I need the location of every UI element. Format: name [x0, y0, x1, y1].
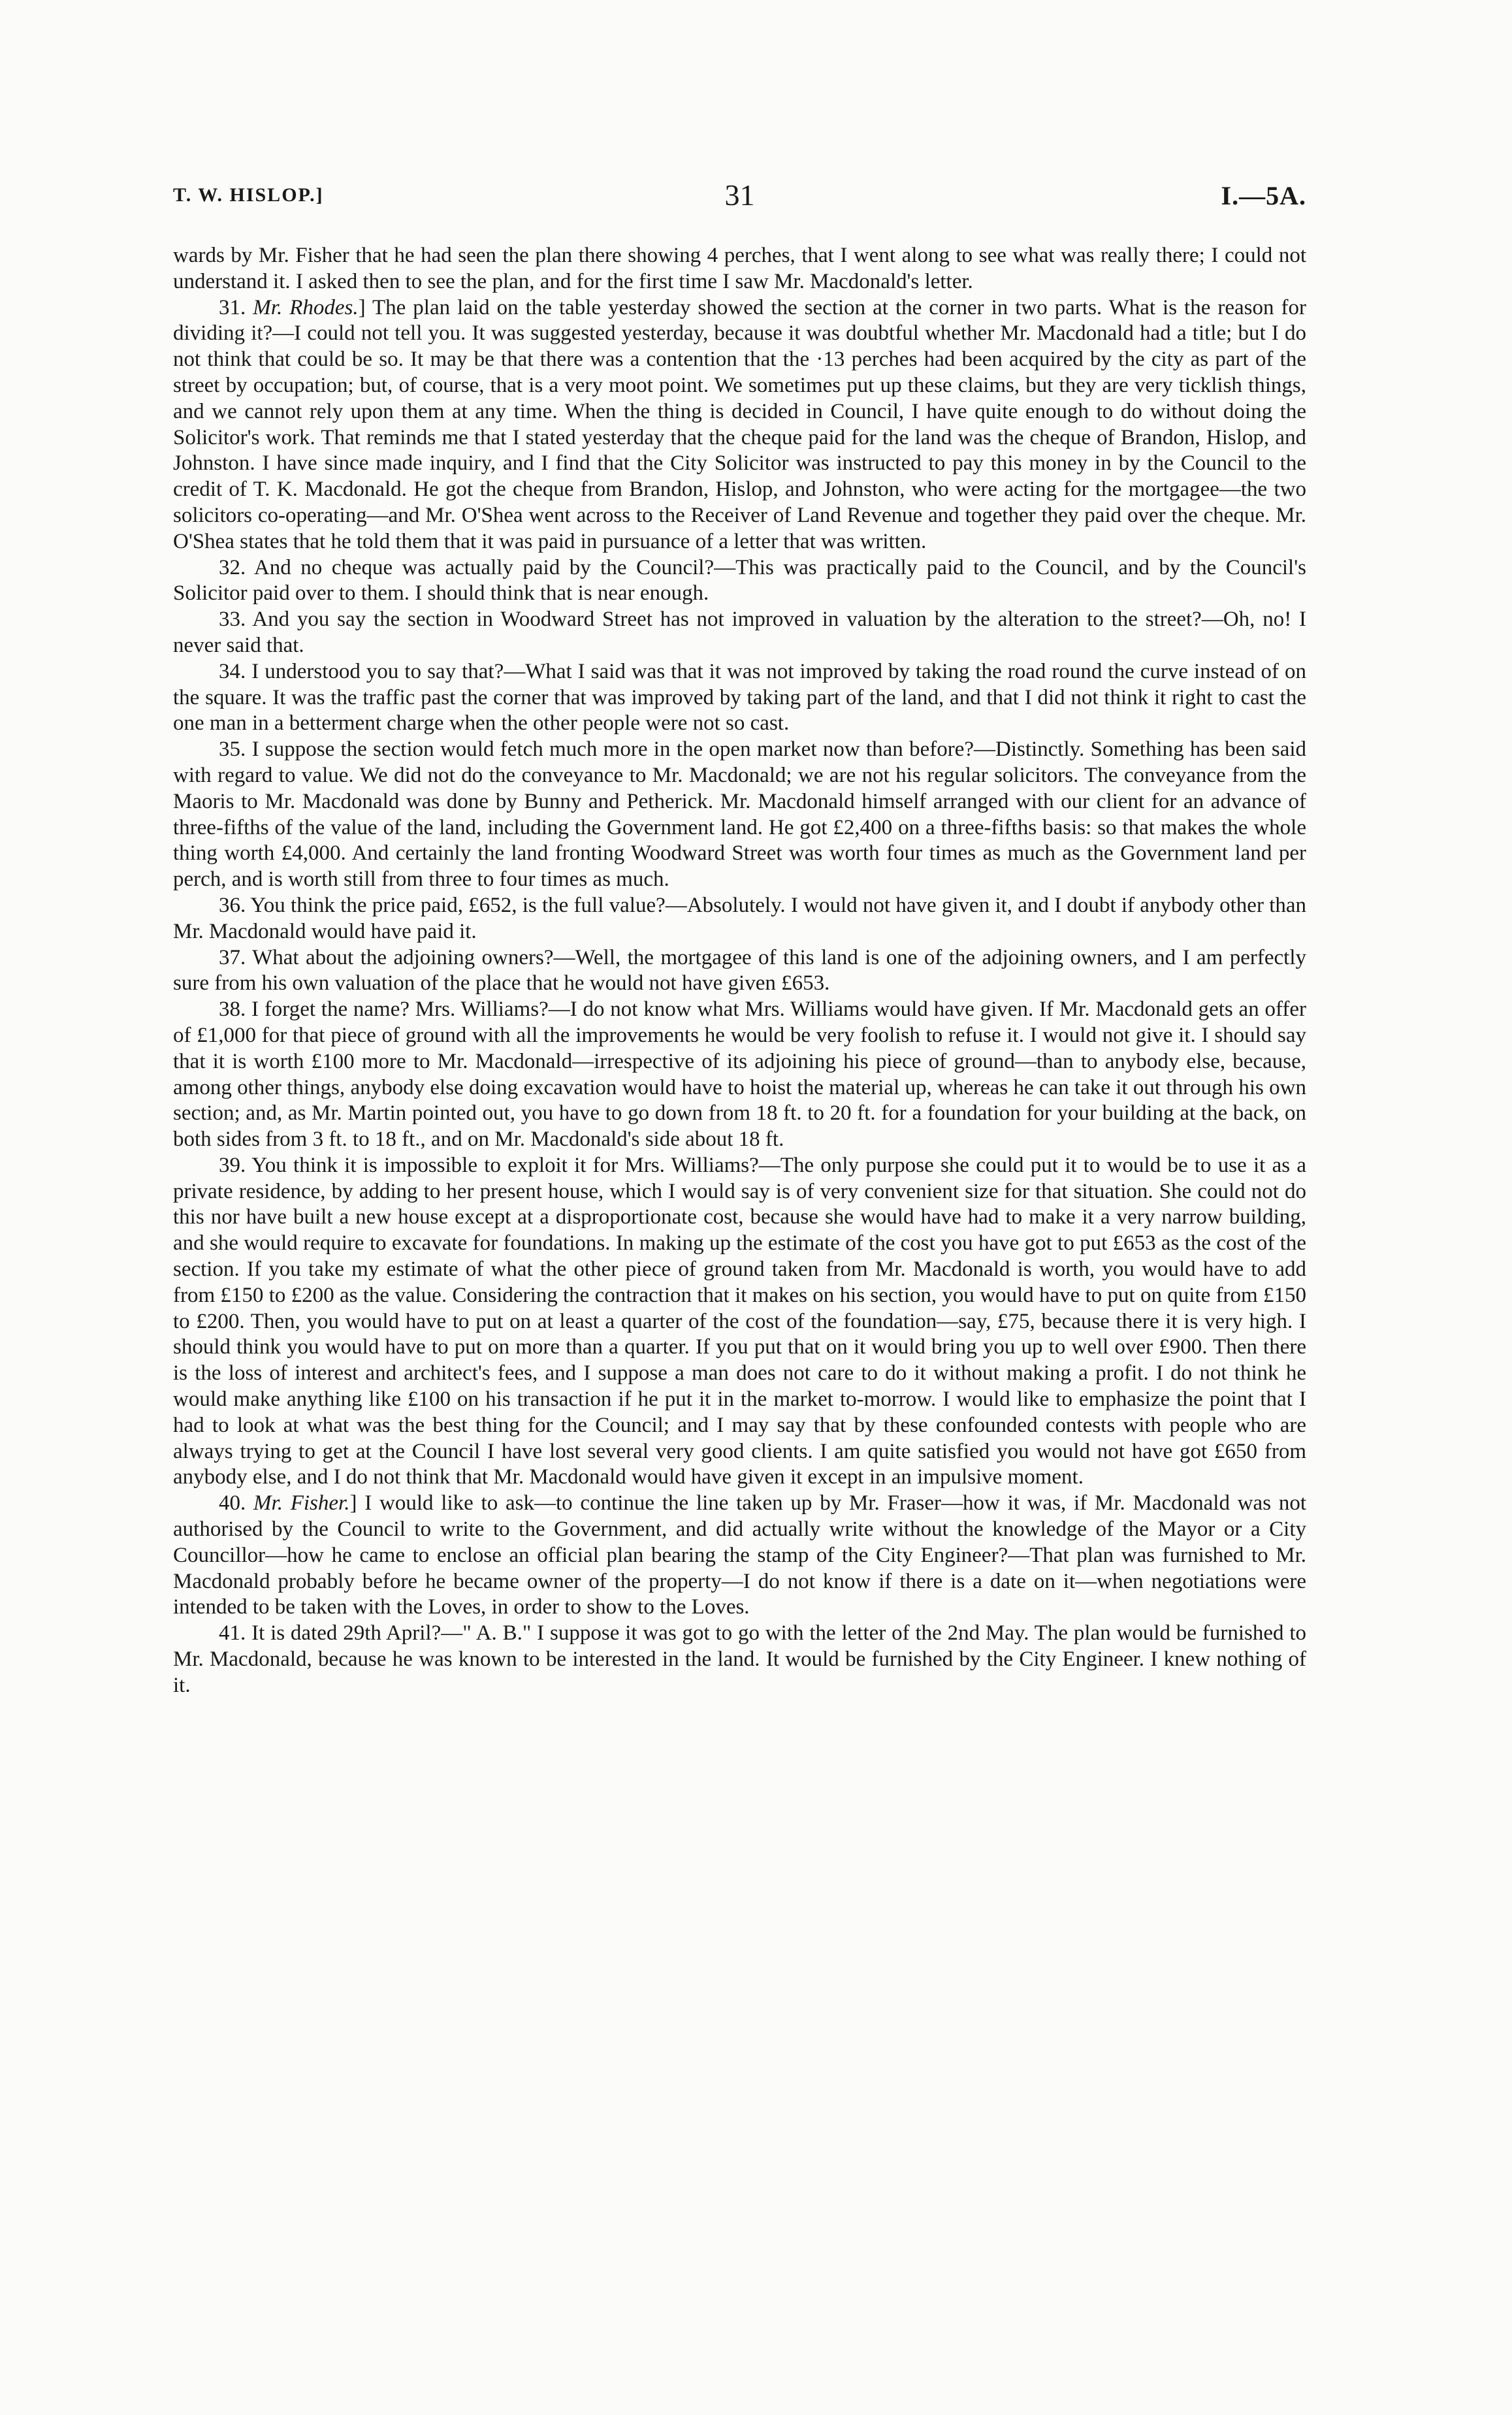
question-text: You think the price paid, £652, is the full value?—Absolutely. I would not have given it, and I doubt if anybody other than Mr. Macdonald would have paid it. [173, 893, 1307, 943]
question-34 [173, 659, 1306, 737]
question-39 [173, 1153, 1306, 1491]
question-number: 35. [219, 737, 246, 762]
question-41 [173, 1621, 1306, 1698]
question-text: I forget the name? Mrs. Williams?—I do not know what Mrs. Williams would have given. If Mr. Macdonald gets an offer of £1,000 for that piece of ground with all the improvements he would be very foolish to refuse it. I would not give it. I should say that it is worth £100 more to Mr. Macdonald—irrespective of its adjoining his piece of ground—than to anybody else, because, among other things, anybody else doing excavation would have to hoist the material up, whereas he can take it out through his own section; and, as Mr. Martin pointed out, you have to go down from 18 ft. to 20 ft. for a foundation for your building at the back, on both sides from 3 ft. to 18 ft., and on Mr. Macdonald's side about 18 ft. [173, 997, 1306, 1152]
question-text: You think it is impossible to exploit it for Mrs. Williams?—The only purpose she could put it to would be to use it as a private residence, by adding to her present house, which I would say is of very convenient size for that situation. She could not do this nor have built a new house except at a disproportionate cost, because she would have had to make it a very narrow building, and she would require to excavate for foundations. In making up the estimate of the cost you have got to put £653 as the cost of the section. If you take my estimate of what the other piece of ground taken from Mr. Macdonald is worth, you would have to add from £150 to £200 as the value. Considering the contraction that it makes on his section, you would have to put on quite from £150 to £200. Then, you would have to put on at least a quarter of the cost of the foundation—say, £75, because there it is very high. I should think you would have to put on more than a quarter. If you put that on it would bring you up to well over £900. Then there is the loss of interest and architect's fees, and I suppose a man does not care to do it without making a profit. I do not think he would make anything like £100 on his transaction if he put it in the market to-morrow. I would like to emphasize the point that I had to look at what was the best thing for the Council; and I may say that by these confounded contests with people who are always trying to get at the Council I have lost several very good clients. I am quite satisfied you would not have got £650 from anybody else, and I do not think that Mr. Macdonald would have given it except in an impulsive moment. [173, 1153, 1306, 1489]
paragraph-continuation: wards by Mr. Fisher that he had seen the plan there showing 4 perches, that I went along to see what was really there; I could not understand it. I asked then to see the plan, and for the first time I saw Mr. Macdonald's letter. [173, 244, 1306, 293]
page-number: 31 [724, 178, 755, 212]
question-36 [173, 893, 1306, 945]
question-text: And no cheque was actually paid by the Council?—This was practically paid to the Council, and by the Council's Solicitor paid over to them. I should think that is near enough. [173, 555, 1306, 606]
question-37 [173, 945, 1306, 997]
question-31 [173, 295, 1306, 555]
question-number: 33. [219, 608, 246, 632]
question-number: 37. [219, 945, 246, 969]
question-text: And you say the section in Woodward Street has not improved in valuation by the alteration to the street?—Oh, no! I never said that. [173, 608, 1306, 657]
question-number: 36. [219, 893, 246, 917]
question-text: I suppose the section would fetch much more in the open market now than before?—Distinctly. Something has been said with regard to value. We did not do the conveyance to Mr. Macdonald; we are not his regular solicitors. The conveyance from the Maoris to Mr. Macdonald was done by Bunny and Petherick. Mr. Macdonald himself arranged with our client for an advance of three-fifths of the value of the land, including the Government land. He got £2,400 on a three-fifths basis: so that makes the whole thing worth £4,000. And certainly the land fronting Woodward Street was worth four times as much as the Government land per perch, and is worth still from three to four times as much. [173, 737, 1307, 892]
question-text: What about the adjoining owners?—Well, the mortgagee of this land is one of the adjoining owners, and I am perfectly sure from his own valuation of the place that he would not have given £653. [173, 945, 1306, 996]
question-text: I understood you to say that?—What I said was that it was not improved by taking the road round the curve instead of on the square. It was the traffic past the corner that was improved by taking part of the land, and that I did not think it right to cast the one man in a betterment charge when the other people were not so cast. [173, 659, 1307, 736]
question-number: 38. [219, 997, 246, 1022]
running-head-left: T. W. HISLOP.] [173, 184, 324, 206]
question-35 [173, 737, 1306, 893]
question-number: 31. [219, 295, 246, 319]
question-text: It is dated 29th April?—" A. B." I suppose it was got to go with the letter of the 2nd May. The plan would be furnished to Mr. Macdonald, because he was known to be interested in the land. It would be furnished by the City Engineer. I knew nothing of it. [173, 1621, 1307, 1697]
running-head-right: I.—5A. [1221, 181, 1306, 210]
question-33 [173, 607, 1306, 659]
question-40 [173, 1491, 1306, 1621]
question-number: 32. [219, 555, 246, 579]
speaker-name: Mr. Rhodes. [253, 295, 359, 319]
question-number: 34. [219, 659, 246, 683]
question-number: 40. [219, 1491, 246, 1515]
document-body [173, 243, 1306, 1699]
question-text: ] I would like to ask—to continue the line taken up by Mr. Fraser—how it was, if Mr. Macdonald was not authorised by the Council to write to the Government, and did actually write without the knowledge of the Mayor or a City Councillor—how he came to enclose an official plan bearing the stamp of the City Engineer?—That plan was furnished to Mr. Macdonald probably before he became owner of the property—I do not know if there is a date on it—when negotiations were intended to be taken with the Loves, in order to show to the Loves. [173, 1491, 1306, 1619]
question-32 [173, 555, 1306, 608]
page-header [173, 178, 1306, 223]
speaker-name: Mr. Fisher. [253, 1491, 350, 1515]
question-number: 39. [219, 1153, 246, 1177]
question-38 [173, 997, 1306, 1153]
question-number: 41. [219, 1621, 246, 1645]
question-text: ] The plan laid on the table yesterday showed the section at the corner in two parts. What is the reason for dividing it?—I could not tell you. It was suggested yesterday, because it was doubtful whether Mr. Macdonald had a title; but I do not think that could be so. It may be that there was a contention that the ·13 perches had been acquired by the city as part of the street by occupation; but, of course, that is a very moot point. We sometimes put up these claims, but they are very ticklish things, and we cannot rely upon them at any time. When the thing is decided in Council, I have quite enough to do without doing the Solicitor's work. That reminds me that I stated yesterday that the cheque paid for the land was the cheque of Brandon, Hislop, and Johnston. I have since made inquiry, and I find that the City Solicitor was instructed to pay this money in by the Council to the credit of T. K. Macdonald. He got the cheque from Brandon, Hislop, and Johnston, who were acting for the mortgagee—the two solicitors co-operating—and Mr. O'Shea went across to the Receiver of Land Revenue and together they paid over the cheque. Mr. O'Shea states that he told them that it was paid in pursuance of a letter that was written. [173, 295, 1306, 553]
